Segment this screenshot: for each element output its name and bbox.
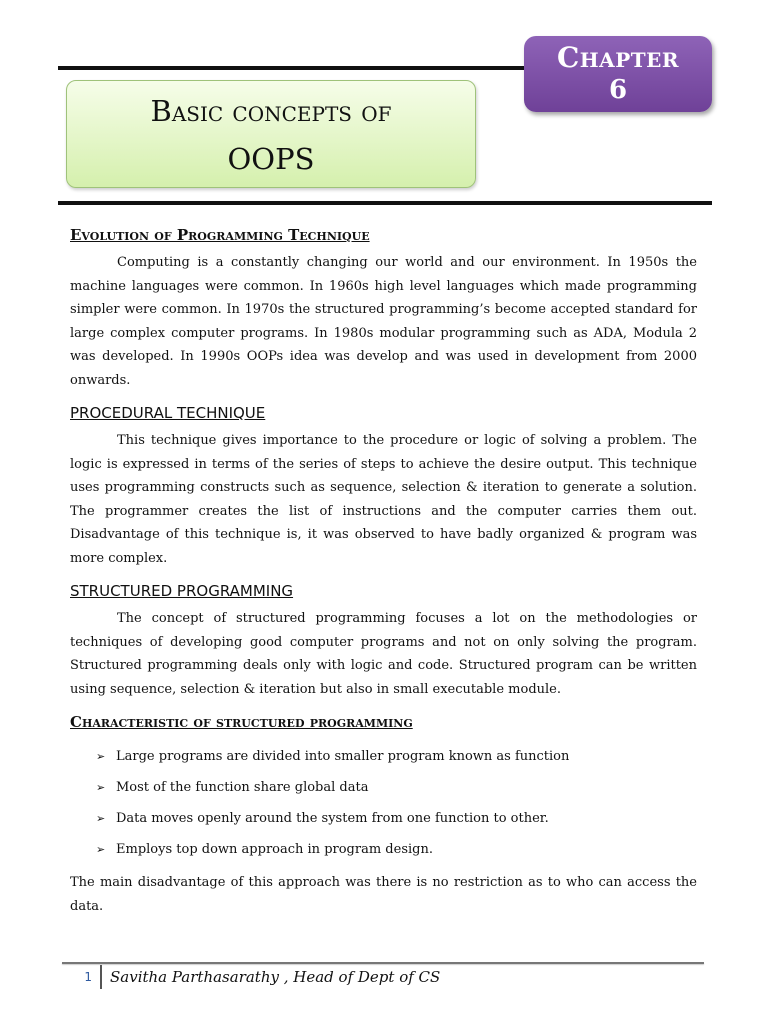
footer-author: Savitha Parthasarathy , Head of Dept of CS <box>110 968 441 986</box>
paragraph-procedural: This technique gives importance to the procedure or logic of solving a problem. The logic is expressed in terms of the series of steps to achieve the desire output. This technique uses programming constructs such as sequence, selection & iteration to generate a solution. The programmer creates the list of instructions and the computer carries them out. Disadvantage of this technique is, it was observed to have badly organized & program was more complex. <box>70 433 697 566</box>
arrow-bullet-icon: ➢ <box>96 812 106 825</box>
footer-separator <box>100 965 102 989</box>
arrow-bullet-icon: ➢ <box>96 781 106 794</box>
list-item: ➢ Most of the function share global data <box>96 772 697 803</box>
paragraph-structured: The concept of structured programming focuses a lot on the methodologies or techniques of developing good computer programs and not on only solving the program. Structured programming deals only with logic and code. Structured program can be written using sequence, selection & iteration but also in small executable module. <box>70 611 697 697</box>
page-number: 1 <box>84 970 92 984</box>
chapter-title-line1: Basic concepts of <box>150 94 392 128</box>
chapter-number: 6 <box>608 75 628 105</box>
characteristics-list <box>70 741 697 865</box>
page-footer <box>62 964 704 990</box>
header-bottom-rule <box>58 201 712 205</box>
page-content <box>70 224 697 928</box>
list-item: ➢ Employs top down approach in program design. <box>96 834 697 865</box>
header-top-rule <box>58 66 526 70</box>
list-item: ➢ Data moves openly around the system from one function to other. <box>96 803 697 834</box>
heading-procedural: PROCEDURAL TECHNIQUE <box>70 404 266 422</box>
heading-characteristics: Characteristic of structured programming <box>70 713 413 731</box>
arrow-bullet-icon: ➢ <box>96 750 106 763</box>
paragraph-closing: The main disadvantage of this approach was there is no restriction as to who can access the data. <box>70 875 697 914</box>
chapter-badge <box>524 36 712 112</box>
paragraph-evolution: Computing is a constantly changing our world and our environment. In 1950s the machine languages were common. In 1960s high level languages which made programming simpler were common. In 1970s the structured programming’s become accepted standard for large complex computer programs. In 1980s modular programming such as ADA, Modula 2 was developed. In 1990s OOPs idea was develop and was used in development from 2000 onwards. <box>70 255 697 388</box>
heading-structured: STRUCTURED PROGRAMMING <box>70 582 294 600</box>
chapter-title-line2: OOPS <box>227 142 315 176</box>
arrow-bullet-icon: ➢ <box>96 843 106 856</box>
heading-evolution: Evolution of Programming Technique <box>70 226 370 244</box>
list-item: ➢ Large programs are divided into smaller program known as function <box>96 741 697 772</box>
chapter-title-box <box>66 80 476 188</box>
chapter-word: Chapter <box>557 41 679 74</box>
